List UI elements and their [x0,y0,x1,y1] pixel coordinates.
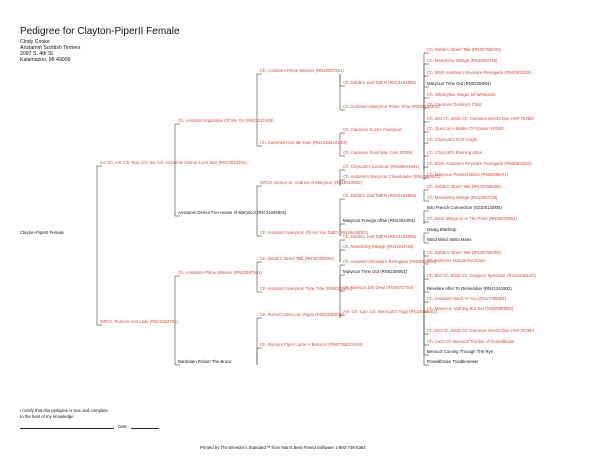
gen5-ancestor: Ch. Chyscott's First Knight [427,137,478,143]
gen4-ancestor: Ch. Debbi's Just Talk'N (RN13194806) [343,80,417,86]
gen5-ancestor: Ch. Carn Ch. Benscot Trouble of Rosealbrase [427,339,515,345]
gen5-ancestor: Ch. Marysco! Painted Black (RN80595/01) [427,172,508,178]
gen3-ancestor: Ch. Caennes Kiss Me Kate (RN12846101/03) [260,140,347,146]
gen2-ancestor: Ch. Anstamm Prime Minister (RN20587901) [178,270,262,276]
gen1-ancestor: GRCh. Rumors Iron Lady (RN23284701) [100,319,178,325]
date-line [131,428,159,429]
gen5-ancestor: Ch. Debbi's Street Talk (RN307650/06) [427,47,502,53]
page-title: Pedigree for Clayton-PiperII Female [20,26,180,37]
owner-kennel: Anstamm Scottish Terriers [20,45,81,51]
gen5-ancestor: Ch. Ashmore Manderley Bravo [427,258,486,264]
gen5-ancestor: Ch. BIS Ch. BISS Ch. Caennes Devil's Due HOF ROMX [427,116,535,122]
gen2-ancestor: Anstamm Demur Fun House of Marysco! (RN 21094801) [178,210,287,216]
gen4-ancestor: Ch. Caennes Devil May Care ROMX [343,150,413,156]
owner-street: 2097 S. 4th St. [20,51,55,57]
certification-line-2: to the best of my knowledge [20,414,74,419]
gen5-ancestor: Ch. BISS Anstamm Revelare Renegade (RN00622/03) [427,161,532,167]
gen4-ancestor: Marysco! Foreign Affair (RN13024/01) [343,218,416,224]
gen5-ancestor: Ch. BIS Ch. BISS Ch. Caennes Devil's Due HOF ROMX [427,328,535,334]
gen3-ancestor: Ch. Anstamm Marysco! Oh No You Didn't (RN19449001) [260,230,368,236]
gen5-ancestor: Ch. BISS Anstamm Revelare Renegade (RN00622/03) [427,70,532,76]
gen5-ancestor: Ch. Anstamm Back At You (RN17798401) [427,296,507,302]
gen5-ancestor: Rosealbrase Troublemaker [427,359,479,365]
gen4-ancestor: Ch. Caennes Doctor Feelgood [343,127,402,133]
gen5-ancestor: Ch. Whiskybae Wager Of Westpride [427,92,496,98]
gen5-ancestor: Darag Blacktop [427,227,457,233]
gen1-ancestor: Int. Ch. Am. Ch. Rus. Ch. Sw. Ch. Anstamm Demur Lone Star (RN24810201) [100,160,247,166]
owner-city: Kalamazoo, MI 49009 [20,57,71,63]
gen3-ancestor: Ch. Rumors Diva Las Vegas (RN10530001) [260,312,344,318]
gen2-ancestor: Ch. Anstamm Eglantine Off We Go (RN23021605) [178,118,274,124]
date-label: Date [118,424,128,429]
gen5-ancestor: Ch. Debbi's Street Talk (RN307650/06) [427,250,502,256]
gen5-ancestor: Marysco! Time Out (RN02306/01) [427,81,492,87]
gen4-ancestor: Ch. Benscot Dirt Devil (RN09707/04) [343,285,414,291]
gen2-ancestor: Bardraain Robert The Bruce [178,359,232,365]
gen5-ancestor: Ch. Debbi's Street Talk (RN307650/06) [427,184,502,190]
gen4-ancestor: Ch. Anstamm Revelare Renegade (RN00622/03) [343,259,437,265]
gen4-ancestor: Ch. Anstamm Marysco! Prime Time (RN00134401) [343,104,440,110]
gen3-ancestor: GRCh. Demur St. Andrew of Marysco! (RN19010602) [260,180,362,186]
gen5-ancestor: Wind Wind Stella Maris [427,237,472,243]
gen5-ancestor: Brio French Connection (S21001/2005) [427,205,502,211]
subject-name: Clayton-PiperII Female [20,230,64,235]
footer-printed-by: Printed by The Breeder's Standard™ from Man's Best Friend Software 1-800-746-6364 [200,445,366,450]
certification-line-1: I certify that this pedigree is true and complete [20,408,108,413]
gen5-ancestor: Ch. BIS Ch. BISS Ch. Dragonn Spectator (RN2161810/1) [427,273,537,279]
gen5-ancestor: Ch. Manderley Mirage (RN10047/48) [427,58,498,64]
gen3-ancestor: Ch. Debbi's Street Talk (RN307650/06) [260,256,335,262]
gen5-ancestor: Ch. Marysco! Nothing But Net (RN29980602) [427,306,514,312]
owner-name: Cindy Cooke [20,39,50,45]
gen4-ancestor: Ch. Debbi's Just Talk'N (RN13194806) [343,234,417,240]
gen3-ancestor: Ch. Anstamm Marysco! Time Tide (RN00134/01) [260,286,353,292]
gen4-ancestor: Marysco! Time Out (RN02306/01) [343,269,408,275]
gen3-ancestor: Ch. Rumors Piper Lorrie V Benscot (RN07395101/04) [260,342,363,348]
gen4-ancestor: Am. Ch. Can. Ch. Benscott's Tiggi (RN24060401) [343,309,438,315]
gen5-ancestor: Ch. Manderley Mirage (RN10047/48) [427,195,498,201]
signature-line [20,428,114,429]
gen5-ancestor: Benscot Coming Through The Rye [427,349,494,355]
gen5-ancestor: Ch. Quercus A Matter Of Opinion ROMX [427,126,504,132]
gen5-ancestor: Ch. Caennes Destiny's Child [427,102,482,108]
gen5-ancestor: Ch. BISS Marysco! In The Point (RN06279801) [427,216,517,222]
gen4-ancestor: Ch. Chyscott's Lionheart (RN08944601) [343,164,420,170]
gen4-ancestor: Ch. Debbi's Just Talk'N (RN13194806) [343,193,417,199]
gen4-ancestor: Ch. Anstamm Marysco! Cheerleader (RN13946/01) [343,174,441,180]
gen3-ancestor: Ch. Anstamm Prime Minister (RN20587901) [260,68,344,74]
gen4-ancestor: Ch. Manderley Mirage (RN10047/48) [343,244,414,250]
gen5-ancestor: Ch. Chyscott's Evening Attire [427,150,483,156]
gen5-ancestor: Revelare After To Remember (RN21341902) [427,286,512,292]
